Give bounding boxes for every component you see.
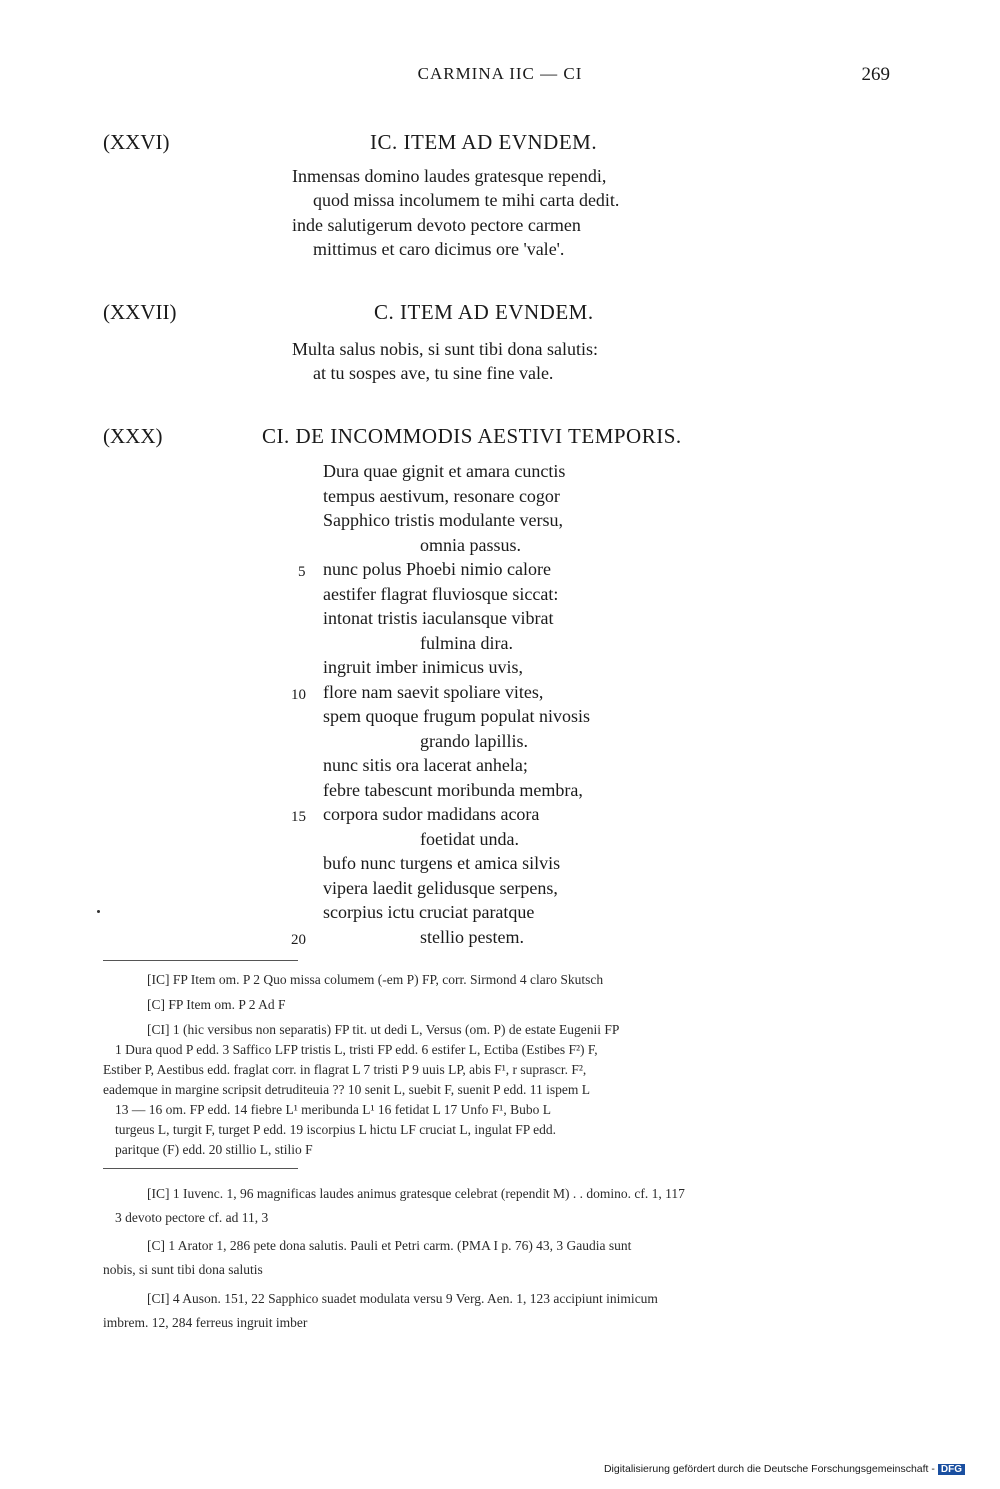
sources-line: [CI] 4 Auson. 151, 22 Sapphico suadet modulata versu 9 Verg. Aen. 1, 123 accipiunt inimicum (147, 1291, 658, 1306)
verse-line: tempus aestivum, resonare cogor (323, 485, 560, 506)
apparatus-rule (103, 960, 298, 961)
apparatus-line: 1 Dura quod P edd. 3 Saffico LFP tristis L, tristi FP edd. 6 estifer L, Ectiba (Estibes F²) F, (115, 1042, 598, 1057)
verse-line: corpora sudor madidans acora (323, 804, 540, 824)
apparatus-line: Estiber P, Aestibus edd. fraglat corr. in flagrat L 7 tristi P 9 uuis LP, abis F¹, r suprascr. F², (103, 1062, 587, 1077)
verse-line: at tu sospes ave, tu sine fine vale. (313, 363, 554, 383)
sources-line: imbrem. 12, 284 ferreus ingruit imber (103, 1315, 308, 1330)
verse-line: flore nam saevit spoliare vites, (323, 681, 544, 702)
verse-line: nunc sitis ora lacerat anhela; (323, 755, 528, 775)
roman-number-ci: (XXX) (103, 424, 163, 448)
verse-line: stellio pestem. (420, 926, 524, 947)
apparatus-line: paritque (F) edd. 20 stillio L, stilio F (115, 1142, 313, 1157)
sources-line: [C] 1 Arator 1, 286 pete dona salutis. Pauli et Petri carm. (PMA I p. 76) 43, 3 Gaudia sunt (147, 1238, 632, 1253)
line-number: 5 (298, 564, 306, 580)
line-number: 20 (291, 932, 306, 948)
running-title: CARMINA IIC — CI (417, 64, 583, 83)
verse-line: omnia passus. (420, 534, 521, 555)
poem-heading-ci: CI. DE INCOMMODIS AESTIVI TEMPORIS. (262, 424, 682, 448)
verse-line: fulmina dira. (420, 632, 513, 653)
critical-apparatus (103, 972, 893, 1162)
sources-line: 3 devoto pectore cf. ad 11, 3 (115, 1210, 269, 1225)
sources-line: nobis, si sunt tibi dona salutis (103, 1262, 263, 1277)
page-number: 269 (861, 64, 890, 85)
poem-heading-c: C. ITEM AD EVNDEM. (374, 300, 594, 324)
verse-line: inde salutigerum devoto pectore carmen (292, 215, 581, 235)
dfg-logo: DFG (938, 1464, 965, 1475)
apparatus-line: [CI] 1 (hic versibus non separatis) FP tit. ut dedi L, Versus (om. P) de estate Eugenii FP (147, 1022, 620, 1037)
stray-mark (97, 910, 100, 913)
verse-line: grando lapillis. (420, 730, 528, 751)
verse-line: Dura quae gignit et amara cunctis (323, 461, 566, 481)
sources-rule (103, 1168, 298, 1169)
poem-heading-ic: IC. ITEM AD EVNDEM. (370, 130, 598, 154)
verse-line: ingruit imber inimicus uvis, (323, 657, 523, 677)
roman-number-c: (XXVII) (103, 300, 177, 324)
verse-line: spem quoque frugum populat nivosis (323, 706, 590, 726)
digitization-credit (604, 1463, 965, 1475)
line-number: 10 (291, 687, 306, 703)
roman-number-ic: (XXVI) (103, 130, 170, 154)
verse-line: bufo nunc turgens et amica silvis (323, 853, 561, 873)
apparatus-line: [C] FP Item om. P 2 Ad F (147, 997, 286, 1012)
verse-line: Inmensas domino laudes gratesque rependi, (292, 166, 607, 186)
apparatus-line: turgeus L, turgit F, turget P edd. 19 iscorpius L hictu LF cruciat L, ingulat FP edd. (115, 1122, 557, 1137)
verse-line: intonat tristis iaculansque vibrat (323, 608, 554, 628)
verse-line: febre tabescunt moribunda membra, (323, 779, 583, 800)
verse-line: mittimus et caro dicimus ore 'vale'. (313, 239, 565, 259)
credit-text: Digitalisierung gefördert durch die Deutsche Forschungsgemeinschaft - (603, 1463, 935, 1475)
verse-line: Sapphico tristis modulante versu, (323, 510, 563, 530)
verse-line: Multa salus nobis, si sunt tibi dona salutis: (292, 339, 599, 359)
apparatus-line: 13 — 16 om. FP edd. 14 fiebre L¹ meribunda L¹ 16 fetidat L 17 Unfo F¹, Bubo L (115, 1102, 551, 1117)
apparatus-line: eademque in margine scripsit detruditeuia ?? 10 senit L, suebit F, suenit P edd. 11 ispem L (103, 1082, 590, 1097)
verse-line: foetidat unda. (420, 828, 519, 849)
verse-line: vipera laedit gelidusque serpens, (323, 877, 558, 898)
verse-line: scorpius ictu cruciat paratque (323, 902, 535, 922)
apparatus-line: [IC] FP Item om. P 2 Quo missa columem (-em P) FP, corr. Sirmond 4 claro Skutsch (147, 972, 604, 987)
sources-line: [IC] 1 Iuvenc. 1, 96 magnificas laudes animus gratesque celebrat (rependit M) . . domino. cf. 1, 117 (147, 1186, 685, 1201)
verse-line: quod missa incolumem te mihi carta dedit. (313, 190, 620, 210)
verse-line: nunc polus Phoebi nimio calore (323, 559, 551, 579)
verse-line: aestifer flagrat fluviosque siccat: (323, 583, 559, 604)
line-number: 15 (291, 809, 306, 825)
sources-apparatus (103, 1186, 893, 1346)
